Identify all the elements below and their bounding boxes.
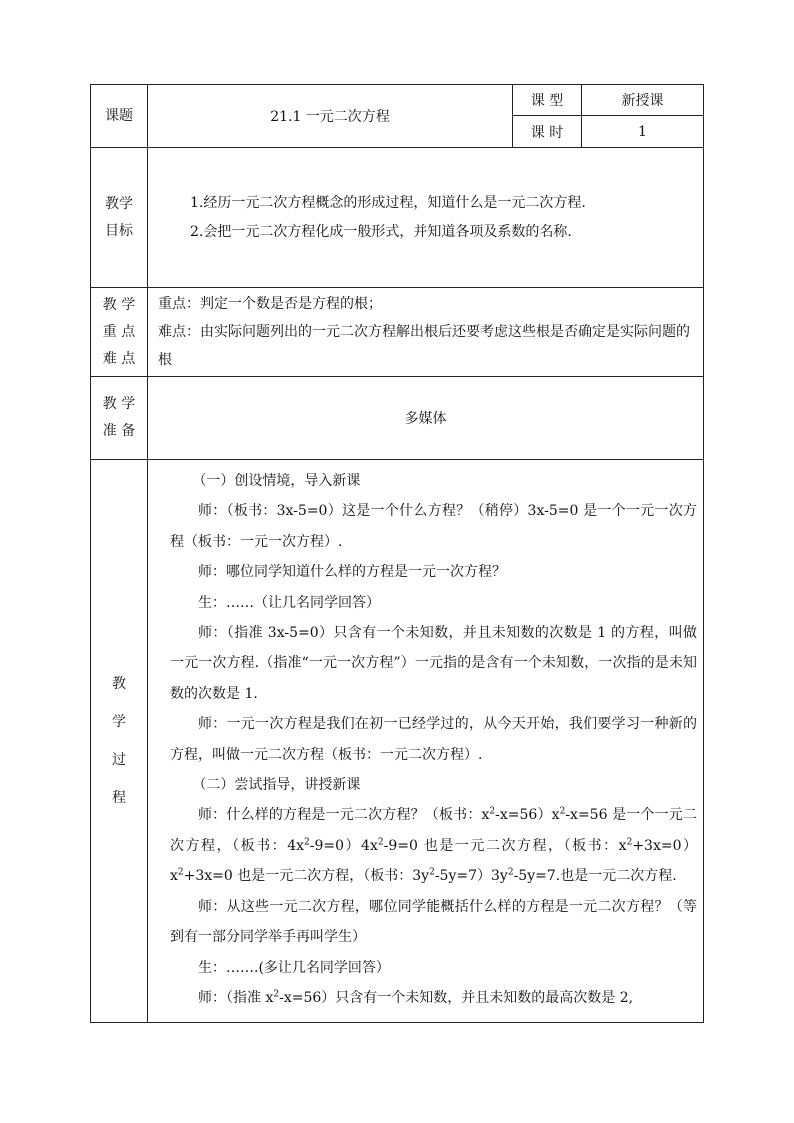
p6-part-d: -9=0）4x	[309, 837, 378, 854]
goals-label-line-2: 目标	[105, 222, 133, 239]
keys-content	[148, 288, 704, 377]
keys-label	[91, 288, 148, 377]
process-label	[91, 460, 148, 1023]
keys-label-line-2: 重 点	[102, 323, 136, 340]
p6-part-a: 师：什么样的方程是一元二次方程？（板书：x	[198, 807, 490, 824]
goals-label	[91, 148, 148, 288]
process-paragraph-1: 师：（板书：3x-5=0）这是一个什么方程？（稍停）3x-5=0 是一个一元一次方程（板书：一元一次方程）.	[170, 503, 697, 550]
prep-label	[91, 377, 148, 460]
exponent: 2	[377, 837, 384, 848]
keys-label-line-3: 难 点	[102, 350, 136, 367]
topic-label: 课题	[91, 85, 148, 148]
process-paragraph-6	[170, 800, 697, 891]
process-label-char-3: 过	[112, 752, 126, 768]
exponent: 2	[489, 806, 496, 817]
exponent: 2	[559, 806, 566, 817]
hours-value: 1	[582, 116, 704, 148]
p9-part-a: 师：（指准 x	[198, 989, 274, 1006]
process-label-char-4: 程	[112, 790, 126, 806]
exponent: 2	[429, 867, 435, 878]
prep-value: 多媒体	[148, 377, 704, 460]
goals-label-line-1: 教学	[105, 195, 133, 212]
process-paragraph-3: 生：……（让几名同学回答）	[198, 594, 380, 611]
prep-label-line-2: 准 备	[102, 423, 136, 439]
p6-part-h: -5y=7）3y	[434, 868, 508, 885]
p9-part-b: -x=56）只含有一个未知数，并且未知数的最高次数是 2,	[279, 989, 634, 1006]
lesson-plan-table	[90, 84, 704, 1023]
process-paragraph-5: 师：一元一次方程是我们在初一已经学过的，从今天开始，我们要学习一种新的方程，叫做一元二次方程（板书：一元二次方程）.	[170, 716, 697, 763]
prep-label-line-1: 教 学	[102, 396, 136, 412]
keys-label-line-1: 教 学	[102, 296, 136, 313]
exponent: 2	[507, 867, 514, 878]
process-paragraph-4: 师：（指准 3x-5=0）只含有一个未知数，并且未知数的次数是 1 的方程，叫做一元一次方程.（指准“一元一次方程”）一元指的是含有一个未知数，一次指的是未知数的次数是 1.	[170, 625, 697, 702]
process-label-char-2: 学	[112, 714, 126, 730]
section-heading-1: （一）创设情境，导入新课	[192, 473, 361, 489]
topic-value: 21.1 一元二次方程	[148, 85, 513, 148]
key-point: 重点：判定一个数是否是方程的根；	[158, 296, 382, 312]
process-content	[148, 460, 704, 1023]
p6-part-g: +3x=0 也是一元二次方程，（板书：3y	[183, 868, 430, 885]
p6-part-e: -9=0 也是一元二次方程，（板书：x	[383, 837, 627, 854]
p6-part-i: -5y=7.也是一元二次方程.	[513, 868, 677, 885]
p6-part-f: +3x=0）x	[170, 837, 698, 885]
type-value: 新授课	[582, 85, 704, 116]
goal-item-2: 2.会把一元二次方程化成一般形式，并知道各项及系数的名称.	[190, 223, 572, 240]
process-paragraph-9	[170, 983, 697, 1013]
process-label-char-1: 教	[112, 676, 126, 692]
type-label: 课 型	[513, 85, 582, 116]
exponent: 2	[626, 837, 633, 848]
lesson-plan-sheet	[90, 84, 703, 1023]
goal-item-1: 1.经历一元二次方程概念的形成过程，知道什么是一元二次方程.	[190, 194, 586, 211]
process-paragraph-2: 师：哪位同学知道什么样的方程是一元一次方程？	[198, 564, 506, 581]
p6-part-c: -x=56 是一个一元二次方程，（板书：4x	[170, 807, 697, 854]
process-paragraph-7: 师：从这些一元二次方程，哪位同学能概括什么样的方程是一元二次方程？（等到有一部分同学举手再叫学生）	[170, 898, 697, 946]
goals-content	[148, 148, 704, 288]
p6-part-b: -x=56）x	[495, 807, 560, 824]
exponent: 2	[304, 837, 310, 848]
section-heading-2: （二）尝试指导，讲授新课	[192, 777, 361, 794]
difficulty-point: 难点：由实际问题列出的一元二次方程解出根后还要考虑这些根是否确定是实际问题的根	[158, 324, 690, 368]
exponent: 2	[177, 867, 184, 878]
exponent: 2	[273, 989, 280, 1000]
hours-label: 课 时	[513, 116, 582, 148]
process-paragraph-8: 生：…….(多让几名同学回答）	[198, 959, 390, 976]
